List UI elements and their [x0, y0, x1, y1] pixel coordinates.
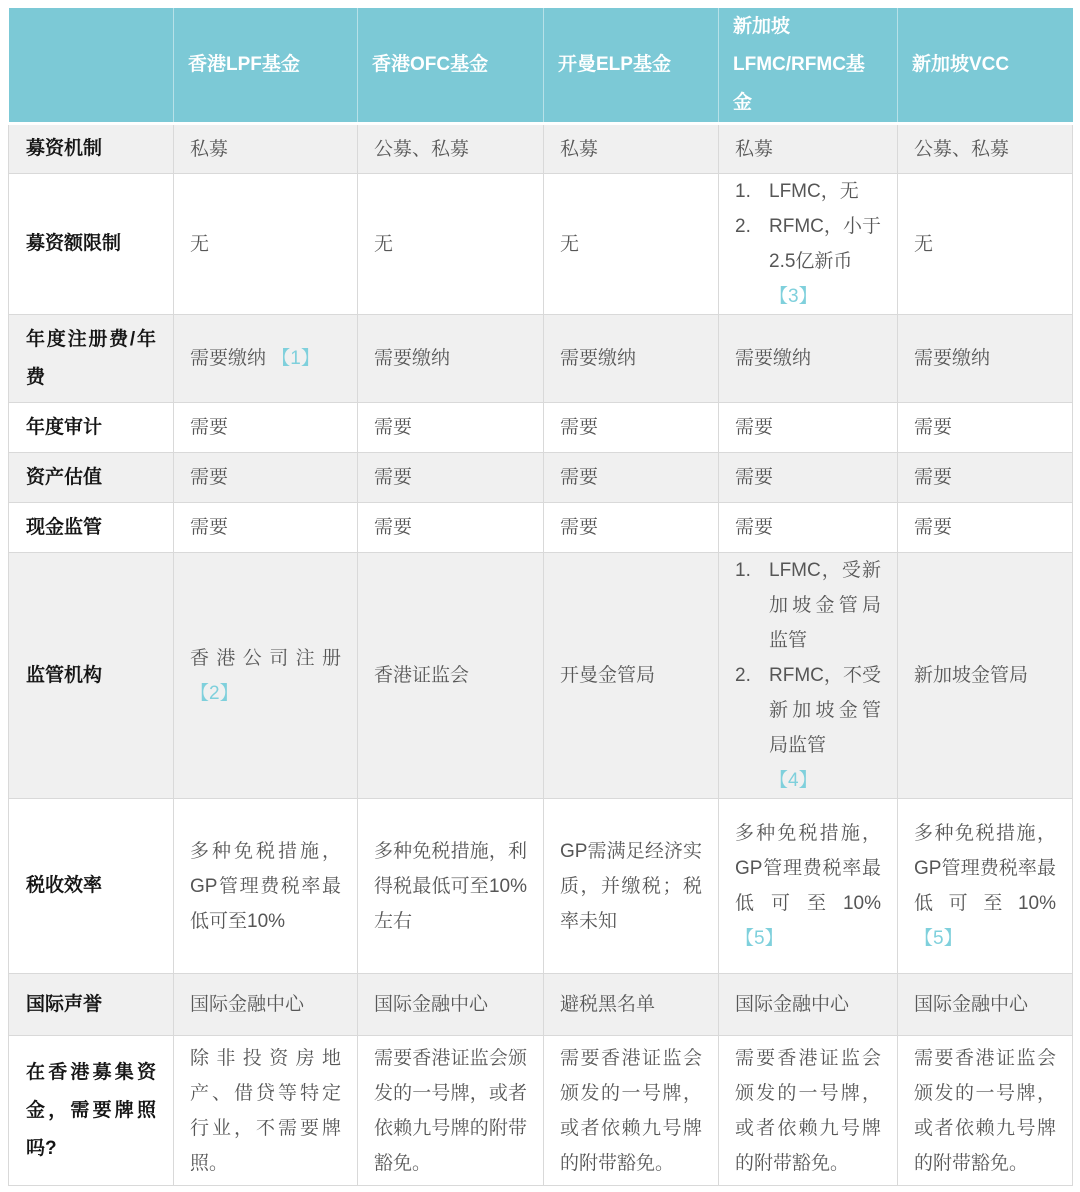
numbered-list-item	[735, 209, 881, 279]
column-header: 新加坡LFMC/RFMC基金	[719, 8, 898, 124]
cell-text: 需要	[374, 417, 413, 438]
cell-text: 开曼金管局	[560, 665, 656, 686]
table-cell	[719, 799, 898, 974]
cell-text: 需要缴纳	[735, 348, 812, 369]
cell-text: 需要	[190, 417, 229, 438]
cell-text: 私募	[190, 138, 229, 160]
cell-text: 需要缴纳	[374, 348, 451, 369]
cell-text: 多种免税措施，利得税最低可至10%左右	[374, 840, 527, 932]
table-cell	[898, 974, 1073, 1036]
table-cell	[174, 315, 358, 403]
table-header-row	[9, 8, 1073, 124]
cell-text: 需要	[374, 467, 413, 488]
corner-header-cell	[9, 8, 174, 124]
cell-text: 避税黑名单	[560, 994, 656, 1015]
cell-text: 需要	[914, 417, 953, 438]
table-cell	[174, 1036, 358, 1186]
column-header: 香港LPF基金	[174, 8, 358, 124]
cell-text	[735, 174, 881, 314]
list-item-text: RFMC，不受新加坡金管局监管	[769, 665, 881, 756]
table-cell	[898, 503, 1073, 553]
table-cell	[358, 403, 544, 453]
row-header: 募资机制	[9, 124, 174, 174]
table-cell	[719, 974, 898, 1036]
table-cell	[174, 174, 358, 315]
cell-text: 无	[190, 233, 210, 255]
table-cell	[544, 553, 719, 799]
footnote-ref: 【4】	[769, 770, 818, 791]
footnote-ref: 【2】	[190, 682, 239, 704]
table-row	[9, 124, 1073, 174]
row-header: 国际声誉	[9, 974, 174, 1036]
table-row	[9, 315, 1073, 403]
cell-text: 国际金融中心	[735, 994, 850, 1015]
cell-text: 需要	[560, 467, 599, 488]
table-row	[9, 453, 1073, 503]
cell-text: 需要香港证监会颁发的一号牌，或者依赖九号牌的附带豁免。	[560, 1047, 702, 1174]
table-cell	[174, 974, 358, 1036]
table-cell	[544, 453, 719, 503]
numbered-list-item	[735, 658, 881, 763]
cell-text: 需要缴纳	[560, 348, 637, 369]
table-cell	[898, 174, 1073, 315]
column-header: 新加坡VCC	[898, 8, 1073, 124]
cell-text	[735, 553, 881, 798]
table-cell	[544, 503, 719, 553]
fund-comparison-table	[8, 8, 1073, 1186]
cell-text: 无	[914, 233, 934, 255]
cell-text: 国际金融中心	[914, 994, 1029, 1015]
cell-text: 需要	[190, 517, 229, 538]
table-cell	[719, 503, 898, 553]
row-header: 募资额限制	[9, 174, 174, 315]
footnote-ref: 【5】	[914, 928, 963, 949]
table-row	[9, 799, 1073, 974]
table-cell	[358, 974, 544, 1036]
table-cell	[719, 1036, 898, 1186]
table-cell	[898, 799, 1073, 974]
table-cell	[719, 315, 898, 403]
table-cell	[544, 799, 719, 974]
list-footnote-line	[735, 279, 881, 314]
table-cell	[719, 174, 898, 315]
cell-text: 多种免税措施，GP管理费税率最低可至10% 【5】	[735, 823, 881, 949]
table-cell	[174, 799, 358, 974]
cell-text: 香港公司注册 【2】	[190, 647, 341, 704]
column-header: 香港OFC基金	[358, 8, 544, 124]
cell-text: 多种免税措施，GP管理费税率最低可至10%	[190, 840, 341, 932]
cell-text: 多种免税措施，GP管理费税率最低可至10% 【5】	[914, 823, 1056, 949]
table-cell	[898, 315, 1073, 403]
list-item-text: LFMC，受新加坡金管局监管	[769, 560, 881, 651]
numbered-list-item	[735, 174, 881, 209]
table-cell	[358, 124, 544, 174]
cell-text: 除非投资房地产、借贷等特定行业，不需要牌照。	[190, 1047, 341, 1174]
cell-text: 需要	[560, 517, 599, 538]
row-header: 现金监管	[9, 503, 174, 553]
table-cell	[358, 1036, 544, 1186]
cell-text: 需要	[914, 467, 953, 488]
cell-text: GP需满足经济实质，并缴税；税率未知	[560, 840, 702, 932]
row-header: 年度注册费/年费	[9, 315, 174, 403]
row-header: 在香港募集资金，需要牌照吗?	[9, 1036, 174, 1186]
table-row	[9, 174, 1073, 315]
table-cell	[544, 1036, 719, 1186]
cell-text: 国际金融中心	[190, 994, 305, 1015]
table-cell	[358, 315, 544, 403]
cell-text: 私募	[560, 138, 599, 160]
table-cell	[719, 453, 898, 503]
table-cell	[358, 453, 544, 503]
table-cell	[174, 124, 358, 174]
table-cell	[174, 503, 358, 553]
cell-text: 私募	[735, 138, 774, 160]
cell-text: 需要	[735, 517, 774, 538]
table-cell	[544, 403, 719, 453]
cell-text: 需要	[374, 517, 413, 538]
cell-text: 需要香港证监会颁发的一号牌，或者依赖九号牌的附带豁免。	[374, 1047, 527, 1174]
list-item-number: 2.	[735, 216, 751, 237]
table-cell	[174, 553, 358, 799]
row-header: 年度审计	[9, 403, 174, 453]
table-cell	[174, 403, 358, 453]
cell-text: 需要香港证监会颁发的一号牌，或者依赖九号牌的附带豁免。	[735, 1047, 881, 1174]
list-item-number: 1.	[735, 181, 751, 202]
table-cell	[719, 124, 898, 174]
column-header: 开曼ELP基金	[544, 8, 719, 124]
table-cell	[719, 403, 898, 453]
table-row	[9, 403, 1073, 453]
footnote-ref: 【3】	[769, 286, 818, 307]
row-header: 税收效率	[9, 799, 174, 974]
list-item-number: 2.	[735, 665, 751, 686]
list-item-text: RFMC，小于2.5亿新币	[769, 216, 881, 272]
table-cell	[544, 315, 719, 403]
cell-text: 需要	[735, 417, 774, 438]
cell-text: 需要	[735, 467, 774, 488]
cell-text: 公募、私募	[914, 138, 1010, 160]
cell-text: 无	[374, 233, 394, 255]
list-footnote-line	[735, 763, 881, 798]
numbered-list-item	[735, 553, 881, 658]
table-cell	[898, 453, 1073, 503]
cell-text: 新加坡金管局	[914, 665, 1029, 686]
cell-text: 需要	[914, 517, 953, 538]
cell-text: 需要	[560, 417, 599, 438]
table-cell	[898, 553, 1073, 799]
list-item-text: LFMC，无	[769, 181, 859, 202]
table-cell	[174, 453, 358, 503]
table-cell	[544, 974, 719, 1036]
table-cell	[544, 174, 719, 315]
footnote-ref: 【5】	[735, 928, 784, 949]
table-cell	[358, 503, 544, 553]
cell-text: 需要缴纳	[914, 348, 991, 369]
table-cell	[358, 174, 544, 315]
table-cell	[898, 403, 1073, 453]
table-cell	[719, 553, 898, 799]
cell-text: 国际金融中心	[374, 994, 489, 1015]
table-row	[9, 974, 1073, 1036]
table-row	[9, 553, 1073, 799]
cell-text: 无	[560, 233, 580, 255]
row-header: 资产估值	[9, 453, 174, 503]
table-cell	[358, 553, 544, 799]
list-item-number: 1.	[735, 560, 751, 581]
row-header: 监管机构	[9, 553, 174, 799]
table-cell	[544, 124, 719, 174]
cell-text: 需要	[190, 467, 229, 488]
cell-text: 香港证监会	[374, 665, 470, 686]
footnote-ref: 【1】	[271, 348, 320, 369]
table-cell	[898, 1036, 1073, 1186]
table-row	[9, 1036, 1073, 1186]
table-body	[9, 124, 1073, 1186]
cell-text: 需要缴纳 【1】	[190, 348, 320, 369]
cell-text: 公募、私募	[374, 138, 470, 160]
table-cell	[358, 799, 544, 974]
table-row	[9, 503, 1073, 553]
table-cell	[898, 124, 1073, 174]
cell-text: 需要香港证监会颁发的一号牌，或者依赖九号牌的附带豁免。	[914, 1047, 1056, 1174]
